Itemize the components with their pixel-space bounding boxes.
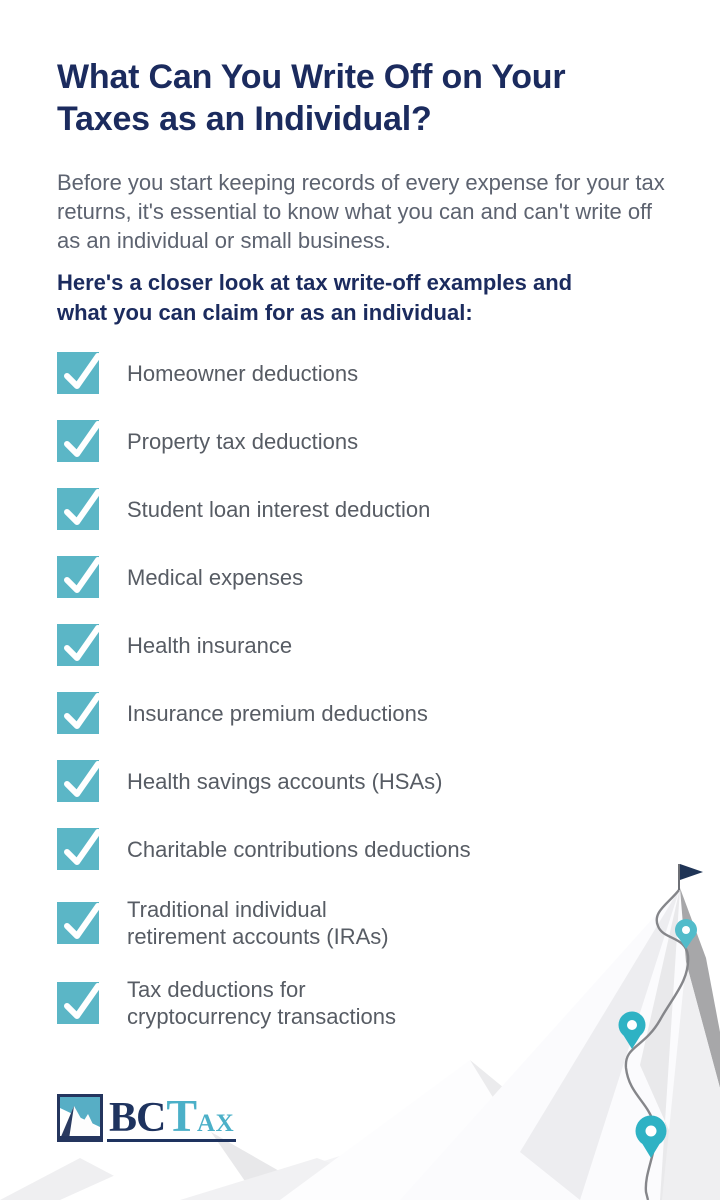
checklist-item [57, 828, 471, 870]
checked-checkbox-icon [57, 902, 99, 944]
list-lead-in-line: what you can claim for as an individual: [57, 300, 473, 325]
checklist-item-label: Student loan interest deduction [127, 496, 431, 522]
bctax-logo [57, 1090, 236, 1142]
checkmark-icon [58, 897, 102, 945]
checked-checkbox-icon [57, 760, 99, 802]
checklist-item-label: Charitable contributions deductions [127, 836, 471, 862]
checkmark-icon [58, 483, 102, 531]
checked-checkbox-icon [57, 352, 99, 394]
checked-checkbox-icon [57, 556, 99, 598]
checked-checkbox-icon [57, 828, 99, 870]
checked-checkbox-icon [57, 982, 99, 1024]
checked-checkbox-icon [57, 488, 99, 530]
checklist-item [57, 760, 471, 802]
checkmark-icon [58, 823, 102, 871]
list-lead-in-line: Here's a closer look at tax write-off examples and [57, 270, 573, 295]
checklist-item-label: Health savings accounts (HSAs) [127, 768, 443, 794]
list-lead-in [57, 268, 677, 328]
bctax-logo-mountain-icon [57, 1094, 103, 1142]
checklist-item-label: Homeowner deductions [127, 360, 359, 386]
page-title-line: Taxes as an Individual? [57, 100, 432, 138]
checklist-item [57, 692, 471, 734]
checked-checkbox-icon [57, 420, 99, 462]
checked-checkbox-icon [57, 692, 99, 734]
checklist-item [57, 420, 471, 462]
checkmark-icon [58, 619, 102, 667]
logo-t-letter: T [166, 1090, 198, 1141]
checkmark-icon [58, 551, 102, 599]
checklist-item [57, 556, 471, 598]
checked-checkbox-icon [57, 624, 99, 666]
checklist-item-label: Medical expenses [127, 564, 304, 590]
intro-paragraph: Before you start keeping records of every expense for your tax returns, it's essential to know what you can and can't write off as an individual or small business. [57, 170, 665, 253]
logo-bc-letters: BC [109, 1095, 166, 1141]
page-title [57, 56, 687, 140]
checklist-item [57, 896, 471, 950]
checklist-item-label: Health insurance [127, 632, 293, 658]
checkmark-icon [58, 687, 102, 735]
summit-flag-icon [679, 864, 703, 890]
checkmark-icon [58, 415, 102, 463]
checklist-item [57, 352, 471, 394]
bctax-logo-wordmark [107, 1090, 236, 1142]
checklist-item-label: Property tax deductions [127, 428, 359, 454]
checklist-item [57, 488, 471, 530]
page-title-line: What Can You Write Off on Your [57, 58, 566, 96]
checkmark-icon [58, 977, 102, 1025]
checklist [57, 352, 471, 1030]
checklist-item-label: Traditional individual retirement accounts (IRAs) [127, 897, 389, 949]
checklist-item [57, 624, 471, 666]
checkmark-icon [58, 755, 102, 803]
checkmark-icon [58, 347, 102, 395]
checklist-item [57, 976, 471, 1030]
logo-ax-letters: AX [197, 1110, 235, 1137]
checklist-item-label: Tax deductions for cryptocurrency transactions [127, 977, 396, 1029]
checklist-item-label: Insurance premium deductions [127, 700, 428, 726]
